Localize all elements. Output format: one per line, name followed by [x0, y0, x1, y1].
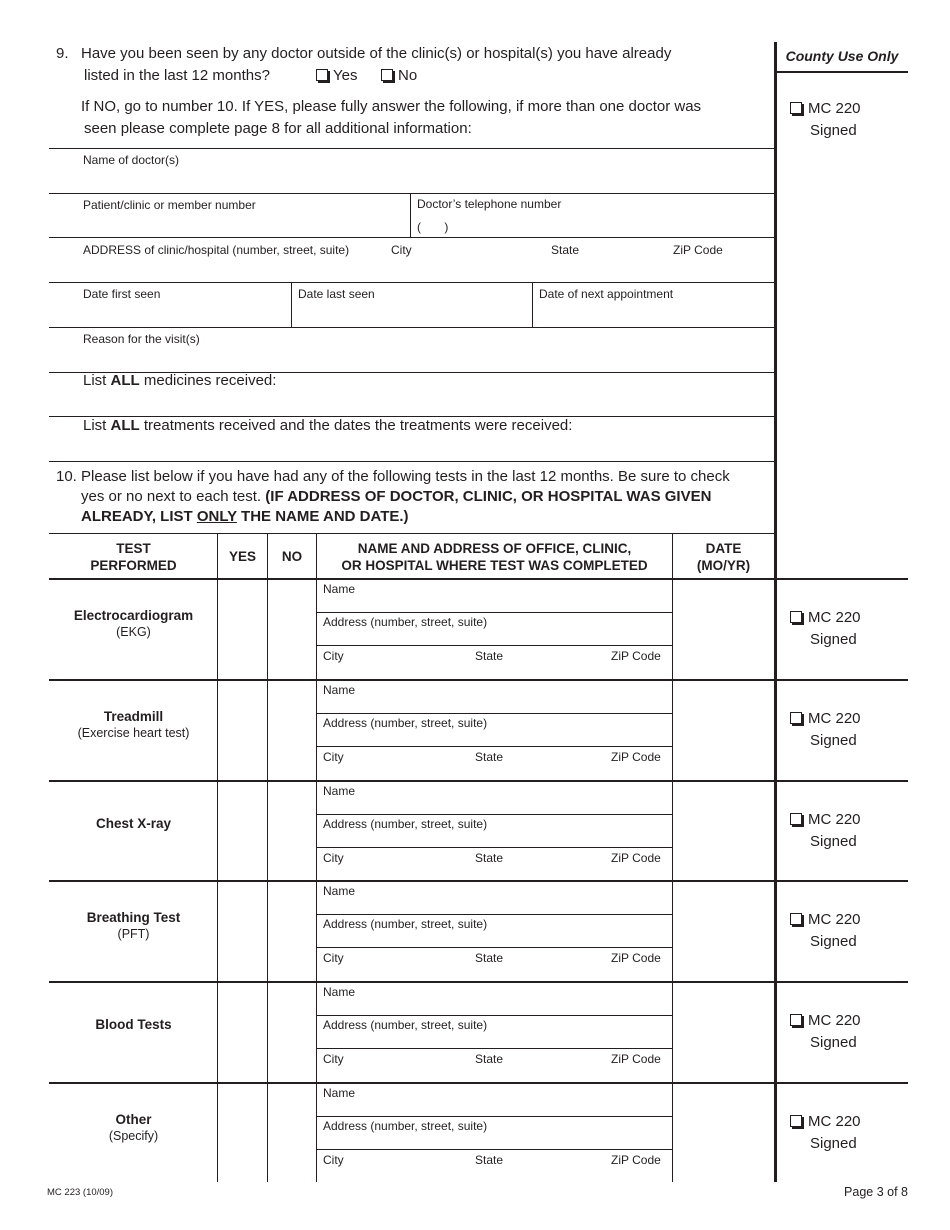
facility-state-field[interactable]: State	[475, 850, 504, 865]
checkbox-icon[interactable]	[316, 69, 328, 81]
facility-name-field[interactable]: Name	[323, 884, 356, 899]
medicines-field[interactable]: List ALL medicines received:	[83, 372, 277, 389]
checkbox-icon[interactable]	[381, 69, 393, 81]
clinic-address-field[interactable]: ADDRESS of clinic/hospital (number, street, suite)	[83, 243, 350, 257]
test-yes-cell[interactable]	[218, 681, 267, 779]
mc220-checkbox[interactable]	[790, 712, 802, 724]
clinic-city-field[interactable]: City	[391, 243, 412, 257]
date-last-seen-field[interactable]: Date last seen	[298, 287, 375, 301]
mc220-signed: MC 220 Signed	[790, 1111, 861, 1155]
mc220-checkbox[interactable]	[790, 102, 802, 114]
county-use-title: County Use Only	[785, 48, 899, 64]
test-yes-cell[interactable]	[218, 782, 267, 880]
q10-line1: 10. Please list below if you have had any of the following tests in the last 12 months. Be sure to check	[56, 468, 730, 485]
q9-question-line2: listed in the last 12 months?	[84, 67, 270, 84]
facility-zip-field[interactable]: ZiP Code	[611, 951, 661, 966]
test-no-cell[interactable]	[268, 681, 316, 779]
mc220-signed: MC 220 Signed	[790, 708, 861, 752]
q9-instruction-line2: seen please complete page 8 for all additional information:	[84, 120, 472, 137]
mc220-checkbox[interactable]	[790, 913, 802, 925]
facility-city-field[interactable]: City	[323, 850, 344, 865]
test-date-cell[interactable]	[673, 782, 773, 880]
q10-line2: yes or no next to each test. (IF ADDRESS OF DOCTOR, CLINIC, OR HOSPITAL WAS GIVEN	[81, 488, 712, 505]
test-name: Electrocardiogram (EKG)	[73, 608, 194, 639]
mc220-signed: MC 220 Signed	[790, 607, 861, 651]
facility-address-field[interactable]: Address (number, street, suite)	[323, 816, 488, 831]
facility-city-field[interactable]: City	[323, 749, 344, 764]
facility-state-field[interactable]: State	[475, 1052, 504, 1067]
facility-address-field[interactable]: Address (number, street, suite)	[323, 1018, 488, 1033]
facility-name-field[interactable]: Name	[323, 783, 356, 798]
test-name: Blood Tests	[95, 1017, 172, 1033]
facility-city-field[interactable]: City	[323, 1153, 344, 1167]
facility-zip-field[interactable]: ZiP Code	[611, 1153, 661, 1167]
facility-name-field[interactable]: Name	[323, 985, 356, 1000]
header-no: NO	[281, 549, 303, 564]
q10-line3: ALREADY, LIST ONLY THE NAME AND DATE.)	[81, 508, 409, 525]
facility-address-field[interactable]: Address (number, street, suite)	[323, 1119, 488, 1133]
q9-number: 9.	[56, 45, 69, 62]
clinic-zip-field[interactable]: ZiP Code	[673, 243, 723, 257]
test-date-cell[interactable]	[673, 580, 773, 678]
header-test-performed: TEST PERFORMED	[90, 541, 177, 573]
mc220-signed: MC 220 Signed	[790, 809, 861, 853]
test-date-cell[interactable]	[673, 983, 773, 1081]
facility-zip-field[interactable]: ZiP Code	[611, 1052, 661, 1067]
mc220-signed: MC 220 Signed	[790, 1010, 861, 1054]
test-name: Other (Specify)	[108, 1112, 159, 1143]
treatments-field[interactable]: List ALL treatments received and the dates the treatments were received:	[83, 417, 573, 434]
test-no-cell[interactable]	[268, 580, 316, 678]
header-name-address: NAME AND ADDRESS OF OFFICE, CLINIC, OR HOSPITAL WHERE TEST WAS COMPLETED	[341, 541, 648, 573]
page-number: Page 3 of 8	[844, 1185, 908, 1199]
test-yes-cell[interactable]	[218, 983, 267, 1081]
mc220-signed-q9: MC 220 Signed	[790, 98, 861, 142]
test-name: Breathing Test (PFT)	[86, 910, 181, 942]
facility-zip-field[interactable]: ZiP Code	[611, 649, 661, 663]
q9-no-option[interactable]: No	[381, 65, 417, 87]
facility-state-field[interactable]: State	[475, 649, 504, 663]
doctor-name-field[interactable]: Name of doctor(s)	[83, 153, 180, 167]
facility-state-field[interactable]: State	[475, 1153, 504, 1167]
q9-instruction-line1: If NO, go to number 10. If YES, please fully answer the following, if more than one doctor was	[81, 98, 702, 115]
mc220-signed: MC 220 Signed	[790, 909, 861, 953]
form-id: MC 223 (10/09)	[47, 1187, 114, 1198]
visit-reason-field[interactable]: Reason for the visit(s)	[83, 332, 200, 346]
test-date-cell[interactable]	[673, 681, 773, 779]
facility-city-field[interactable]: City	[323, 951, 344, 966]
test-yes-cell[interactable]	[218, 1084, 267, 1182]
facility-name-field[interactable]: Name	[323, 682, 356, 697]
doctor-phone-field[interactable]: Doctor’s telephone number	[417, 197, 562, 211]
mc220-checkbox[interactable]	[790, 1115, 802, 1127]
test-no-cell[interactable]	[268, 983, 316, 1081]
mc220-checkbox[interactable]	[790, 813, 802, 825]
facility-city-field[interactable]: City	[323, 649, 344, 663]
q9-question-line1: Have you been seen by any doctor outside of the clinic(s) or hospital(s) you have already	[81, 45, 672, 62]
next-appointment-field[interactable]: Date of next appointment	[539, 287, 674, 301]
phone-area-code: ( )	[417, 220, 449, 234]
test-yes-cell[interactable]	[218, 882, 267, 980]
patient-number-field[interactable]: Patient/clinic or member number	[83, 198, 256, 212]
test-name: Chest X-ray	[95, 815, 172, 831]
mc220-checkbox[interactable]	[790, 1014, 802, 1026]
header-yes: YES	[228, 549, 256, 564]
mc220-checkbox[interactable]	[790, 611, 802, 623]
facility-address-field[interactable]: Address (number, street, suite)	[323, 715, 488, 730]
test-date-cell[interactable]	[673, 882, 773, 980]
q9-yes-option[interactable]: Yes	[316, 65, 357, 87]
clinic-state-field[interactable]: State	[551, 243, 580, 257]
facility-name-field[interactable]: Name	[323, 1086, 356, 1100]
facility-city-field[interactable]: City	[323, 1052, 344, 1067]
facility-zip-field[interactable]: ZiP Code	[611, 850, 661, 865]
test-no-cell[interactable]	[268, 882, 316, 980]
facility-state-field[interactable]: State	[475, 951, 504, 966]
date-first-seen-field[interactable]: Date first seen	[83, 287, 161, 301]
test-no-cell[interactable]	[268, 1084, 316, 1182]
test-no-cell[interactable]	[268, 782, 316, 880]
facility-address-field[interactable]: Address (number, street, suite)	[323, 917, 488, 932]
header-date: DATE (MO/YR)	[696, 541, 751, 573]
facility-name-field[interactable]: Name	[323, 582, 356, 596]
facility-zip-field[interactable]: ZiP Code	[611, 749, 661, 764]
test-date-cell[interactable]	[673, 1084, 773, 1182]
facility-state-field[interactable]: State	[475, 749, 504, 764]
test-name: Treadmill (Exercise heart test)	[77, 708, 190, 740]
facility-address-field[interactable]: Address (number, street, suite)	[323, 615, 488, 629]
test-yes-cell[interactable]	[218, 580, 267, 678]
